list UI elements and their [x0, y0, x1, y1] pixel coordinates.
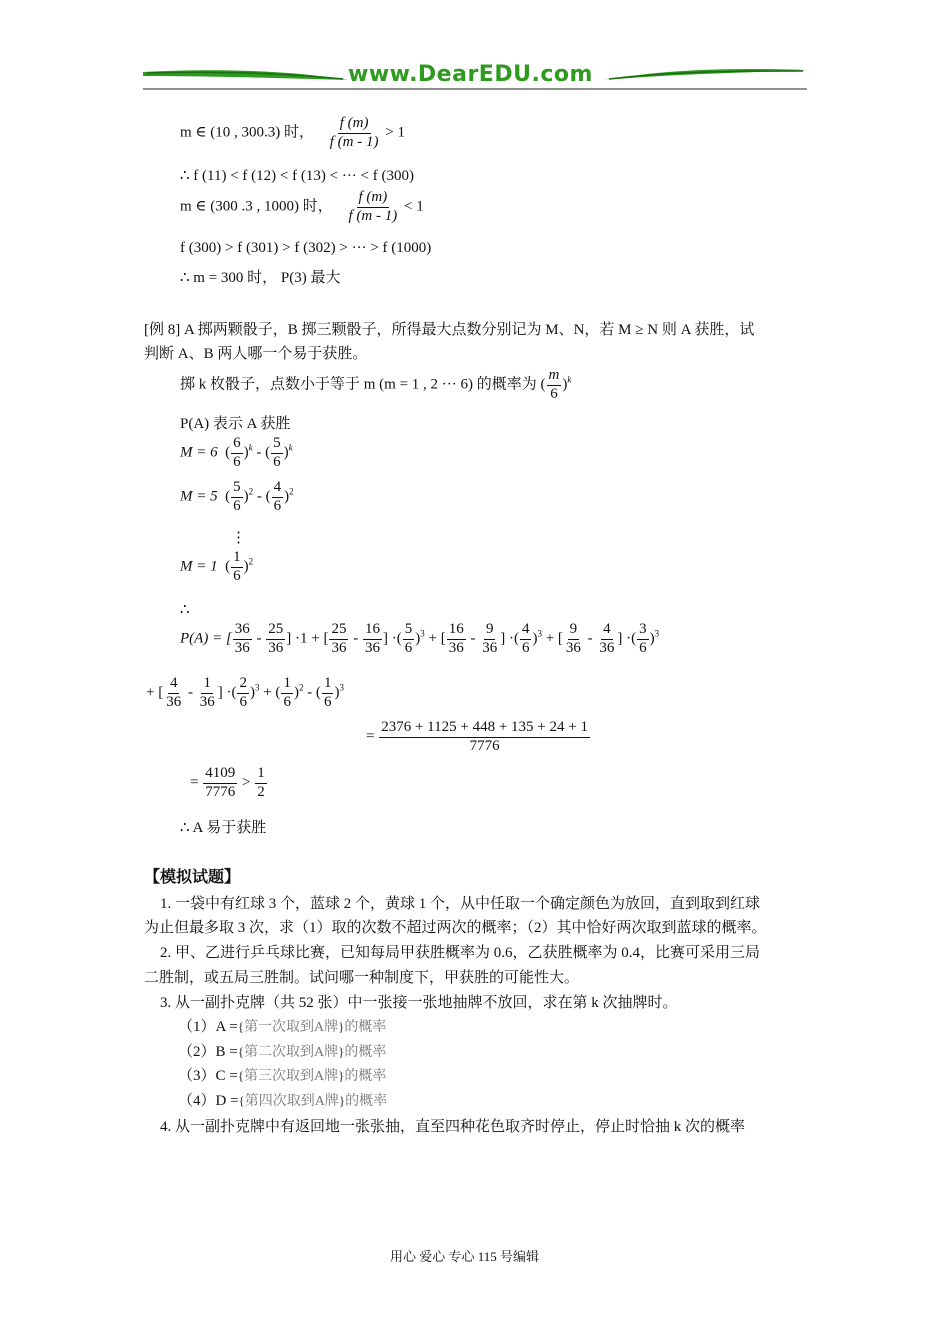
deriv-line3-relation: < 1 — [404, 198, 424, 215]
term-frac: $\frac{4}{6}$ — [521, 621, 530, 656]
term-frac: $\frac{1}{6}$ — [283, 675, 291, 710]
fraction-numerator: 5 — [271, 436, 283, 454]
exponent: 2 — [289, 486, 294, 497]
deriv-line-2: ∴ f (11) < f (12) < f (13) < ··· < f (300) — [180, 168, 415, 184]
fraction-numerator: 4109 — [203, 766, 237, 784]
q3-item-event: 第四次取到A牌 — [244, 1094, 339, 1109]
pa-expression-row2: + [ $\frac{4}{36}$ - $\frac{1}{36}$ ] ·( $\frac{2}{6}$ )$^3$ + ( $\frac{1}{6}$ )$^2$ - ( $\frac{1}{6}$ )$^3$ — [146, 675, 344, 710]
page-footer: 用心 爱心 专心 115 号编辑 — [390, 1249, 540, 1264]
fraction-numerator: m — [547, 368, 562, 386]
q3-item-label: （2）B = — [178, 1044, 238, 1060]
q3-item-event: 第二次取到A牌 — [243, 1045, 339, 1060]
example8-p1-text: 掷 k 枚骰子，点数小于等于 m (m = 1 , 2 ··· 6) 的概率为 ( — [180, 376, 546, 393]
fraction-denominator: 6 — [233, 567, 241, 584]
example8-intro-line2: 判断 A、B 两人哪一个易于获胜。 — [144, 346, 368, 362]
exponent: 2 — [248, 486, 254, 497]
q3-item-3: （3）C ={第三次取到A牌}的概率 — [178, 1068, 387, 1084]
header-banner — [143, 62, 807, 92]
mock-heading: 【模拟试题】 — [144, 867, 241, 886]
q3-item-tail: 的概率 — [345, 1094, 388, 1109]
term-frac: $\frac{25}{36}$ — [331, 621, 347, 656]
fraction-numerator: 1 — [255, 766, 267, 784]
term-frac: $\frac{9}{36}$ — [565, 621, 581, 656]
deriv-line1-fraction — [328, 116, 381, 151]
deriv-line1-range: m ∈ (10 , 300.3) 时， — [180, 124, 315, 141]
deriv-line-3 — [180, 190, 424, 225]
pa-label: P(A) = [ — [180, 630, 232, 647]
fraction-denominator: 6 — [233, 453, 241, 470]
fraction-denominator: 7776 — [205, 783, 236, 800]
question-3: 3. 从一副扑克牌（共 52 张）中一张接一张地抽牌不放回，求在第 k 次抽牌时。 — [160, 995, 678, 1011]
pa-expression-row1: P(A) = [ $\frac{36}{36}$ - $\frac{25}{36}$ ] ·1 + [ $\frac{25}{36}$ - $\frac{16}{36}$ ] ·( $\frac{5}{6}$ )$^3$ + [ $\frac{16}{36}$ - $\frac{9}{36}$ ] ·( $\frac{4}{6}$ )$^3$ + [ $\frac{9}{36}$ - $\frac{4}{36}$ ] ·( $\frac{3}{6}$ )$^3$ — [180, 621, 660, 656]
fraction-numerator: 1 — [231, 550, 243, 568]
exponent: k — [567, 374, 572, 385]
m1-frac — [231, 550, 243, 585]
m5-frac-b — [272, 480, 284, 515]
m5-label: M = 5 — [180, 488, 218, 505]
q3-item-2: （2）B ={第二次取到A牌}的概率 — [178, 1044, 387, 1060]
fraction-denominator: f (m - 1) — [329, 133, 379, 150]
q3-item-event: 第三次取到A牌 — [243, 1069, 339, 1084]
deriv-line3-fraction — [347, 190, 400, 225]
term-frac: $\frac{16}{36}$ — [448, 621, 464, 656]
sum-fraction — [379, 720, 590, 755]
deriv-line-5: ∴ m = 300 时， P(3) 最大 — [180, 270, 341, 286]
term-frac: $\frac{4}{36}$ — [599, 621, 615, 656]
q3-item-tail: 的概率 — [344, 1069, 387, 1084]
pa-result-row: = $\frac{4109}{7776}$ > $\frac{1}{2}$ — [190, 765, 265, 800]
term-frac: $\frac{4}{36}$ — [166, 675, 182, 710]
therefore-symbol: ∴ — [180, 602, 190, 618]
example8-m1-line: M = 1 ( $\frac{1}{6}$ )$^2$ — [180, 549, 254, 584]
fraction-denominator: 6 — [273, 453, 281, 470]
term-frac: $\frac{5}{6}$ — [404, 621, 413, 656]
m5-frac-a — [231, 480, 243, 515]
pa-sum-row: = $\frac{2376 + 1125 + 448 + 135 + 24 + 1}{7776}$ — [366, 719, 588, 754]
fraction-numerator: f (m) — [338, 116, 371, 134]
example8-m5-line: M = 5 ( $\frac{5}{6}$ )$^2$ - ( $\frac{4}{6}$ )$^2$ — [180, 479, 294, 514]
exponent: k — [248, 442, 253, 453]
term-frac: $\frac{16}{36}$ — [364, 621, 380, 656]
fraction-numerator: 5 — [231, 480, 243, 498]
term-frac: $\frac{36}{36}$ — [234, 621, 250, 656]
question-1-line2: 为止但最多取 3 次，求（1）取的次数不超过两次的概率；（2）其中恰好两次取到蓝球的概率。 — [144, 920, 767, 936]
example8-intro-line1: [例 8] A 掷两颗骰子，B 掷三颗骰子，所得最大点数分别记为 M、N，若 M ≥ N 则 A 获胜，试 — [144, 322, 755, 338]
q3-item-label: （4）D = — [178, 1093, 239, 1109]
fraction-numerator: 6 — [231, 436, 243, 454]
deriv-line-1 — [180, 116, 405, 151]
example8-conclusion: ∴ A 易于获胜 — [180, 820, 267, 836]
exponent: k — [288, 442, 293, 453]
fraction-denominator: 6 — [233, 497, 241, 514]
q3-item-tail: 的概率 — [344, 1020, 387, 1035]
vdots: ⋮ — [231, 530, 246, 546]
term-frac: $\frac{25}{36}$ — [268, 621, 284, 656]
question-1-line1: 1. 一袋中有红球 3 个，蓝球 2 个，黄球 1 个，从中任取一个确定颜色为放回，直到取到红球 — [160, 896, 761, 912]
fraction-denominator: 6 — [273, 497, 282, 514]
header-logo-text: www.DearEDU.com — [348, 62, 593, 87]
deriv-line3-range: m ∈ (300 .3 , 1000) 时， — [180, 198, 333, 215]
m6-label: M = 6 — [180, 444, 218, 461]
term-frac: $\frac{9}{36}$ — [482, 621, 498, 656]
term-frac: $\frac{1}{6}$ — [323, 675, 332, 710]
q3-item-tail: 的概率 — [344, 1045, 387, 1060]
question-2-line2: 二胜制，或五局三胜制。试问哪一种制度下，甲获胜的可能性大。 — [144, 970, 580, 986]
fraction-numerator: 2376 + 1125 + 448 + 135 + 24 + 1 — [379, 720, 590, 738]
term-frac: $\frac{2}{6}$ — [239, 675, 247, 710]
example8-p1-fraction — [547, 368, 562, 403]
fraction-denominator: f (m - 1) — [348, 207, 398, 224]
half-fraction — [255, 766, 267, 801]
result-fraction — [203, 766, 237, 801]
example8-p1: 掷 k 枚骰子，点数小于等于 m (m = 1 , 2 ··· 6) 的概率为 ( $\frac{m}{6}$ )$^k$ — [180, 367, 572, 402]
example8-p2: P(A) 表示 A 获胜 — [180, 416, 291, 432]
m6-frac-b — [271, 436, 283, 471]
q3-item-label: （1）A = — [178, 1019, 238, 1035]
fraction-denominator: 6 — [550, 385, 558, 402]
m6-frac-a — [231, 436, 243, 471]
q3-item-4: （4）D ={第四次取到A牌}的概率 — [178, 1093, 388, 1109]
m1-label: M = 1 — [180, 558, 218, 575]
q3-item-event: 第一次取到A牌 — [243, 1020, 339, 1035]
exponent: 2 — [248, 556, 254, 567]
question-2-line1: 2. 甲、乙进行乒乓球比赛，已知每局甲获胜概率为 0.6，乙获胜概率为 0.4，比赛可采用三局 — [160, 945, 761, 961]
fraction-denominator: 7776 — [469, 737, 500, 754]
example8-m6-line: M = 6 ( $\frac{6}{6}$ )$^k$ - ( $\frac{5}{6}$ )$^k$ — [180, 435, 293, 470]
fraction-numerator: f (m) — [357, 190, 390, 208]
q3-item-label: （3）C = — [178, 1068, 238, 1084]
term-frac: $\frac{3}{6}$ — [639, 621, 647, 656]
fraction-denominator: 2 — [257, 783, 265, 800]
term-frac: $\frac{1}{36}$ — [199, 675, 215, 710]
q3-item-1: （1）A ={第一次取到A牌}的概率 — [178, 1019, 387, 1035]
question-4: 4. 从一副扑克牌中有返回地一张张抽，直至四种花色取齐时停止，停止时恰抽 k 次的概率 — [160, 1119, 746, 1135]
fraction-numerator: 4 — [272, 480, 284, 498]
deriv-line1-relation: > 1 — [385, 124, 405, 141]
deriv-line-4: f (300) > f (301) > f (302) > ··· > f (1000) — [180, 240, 432, 256]
